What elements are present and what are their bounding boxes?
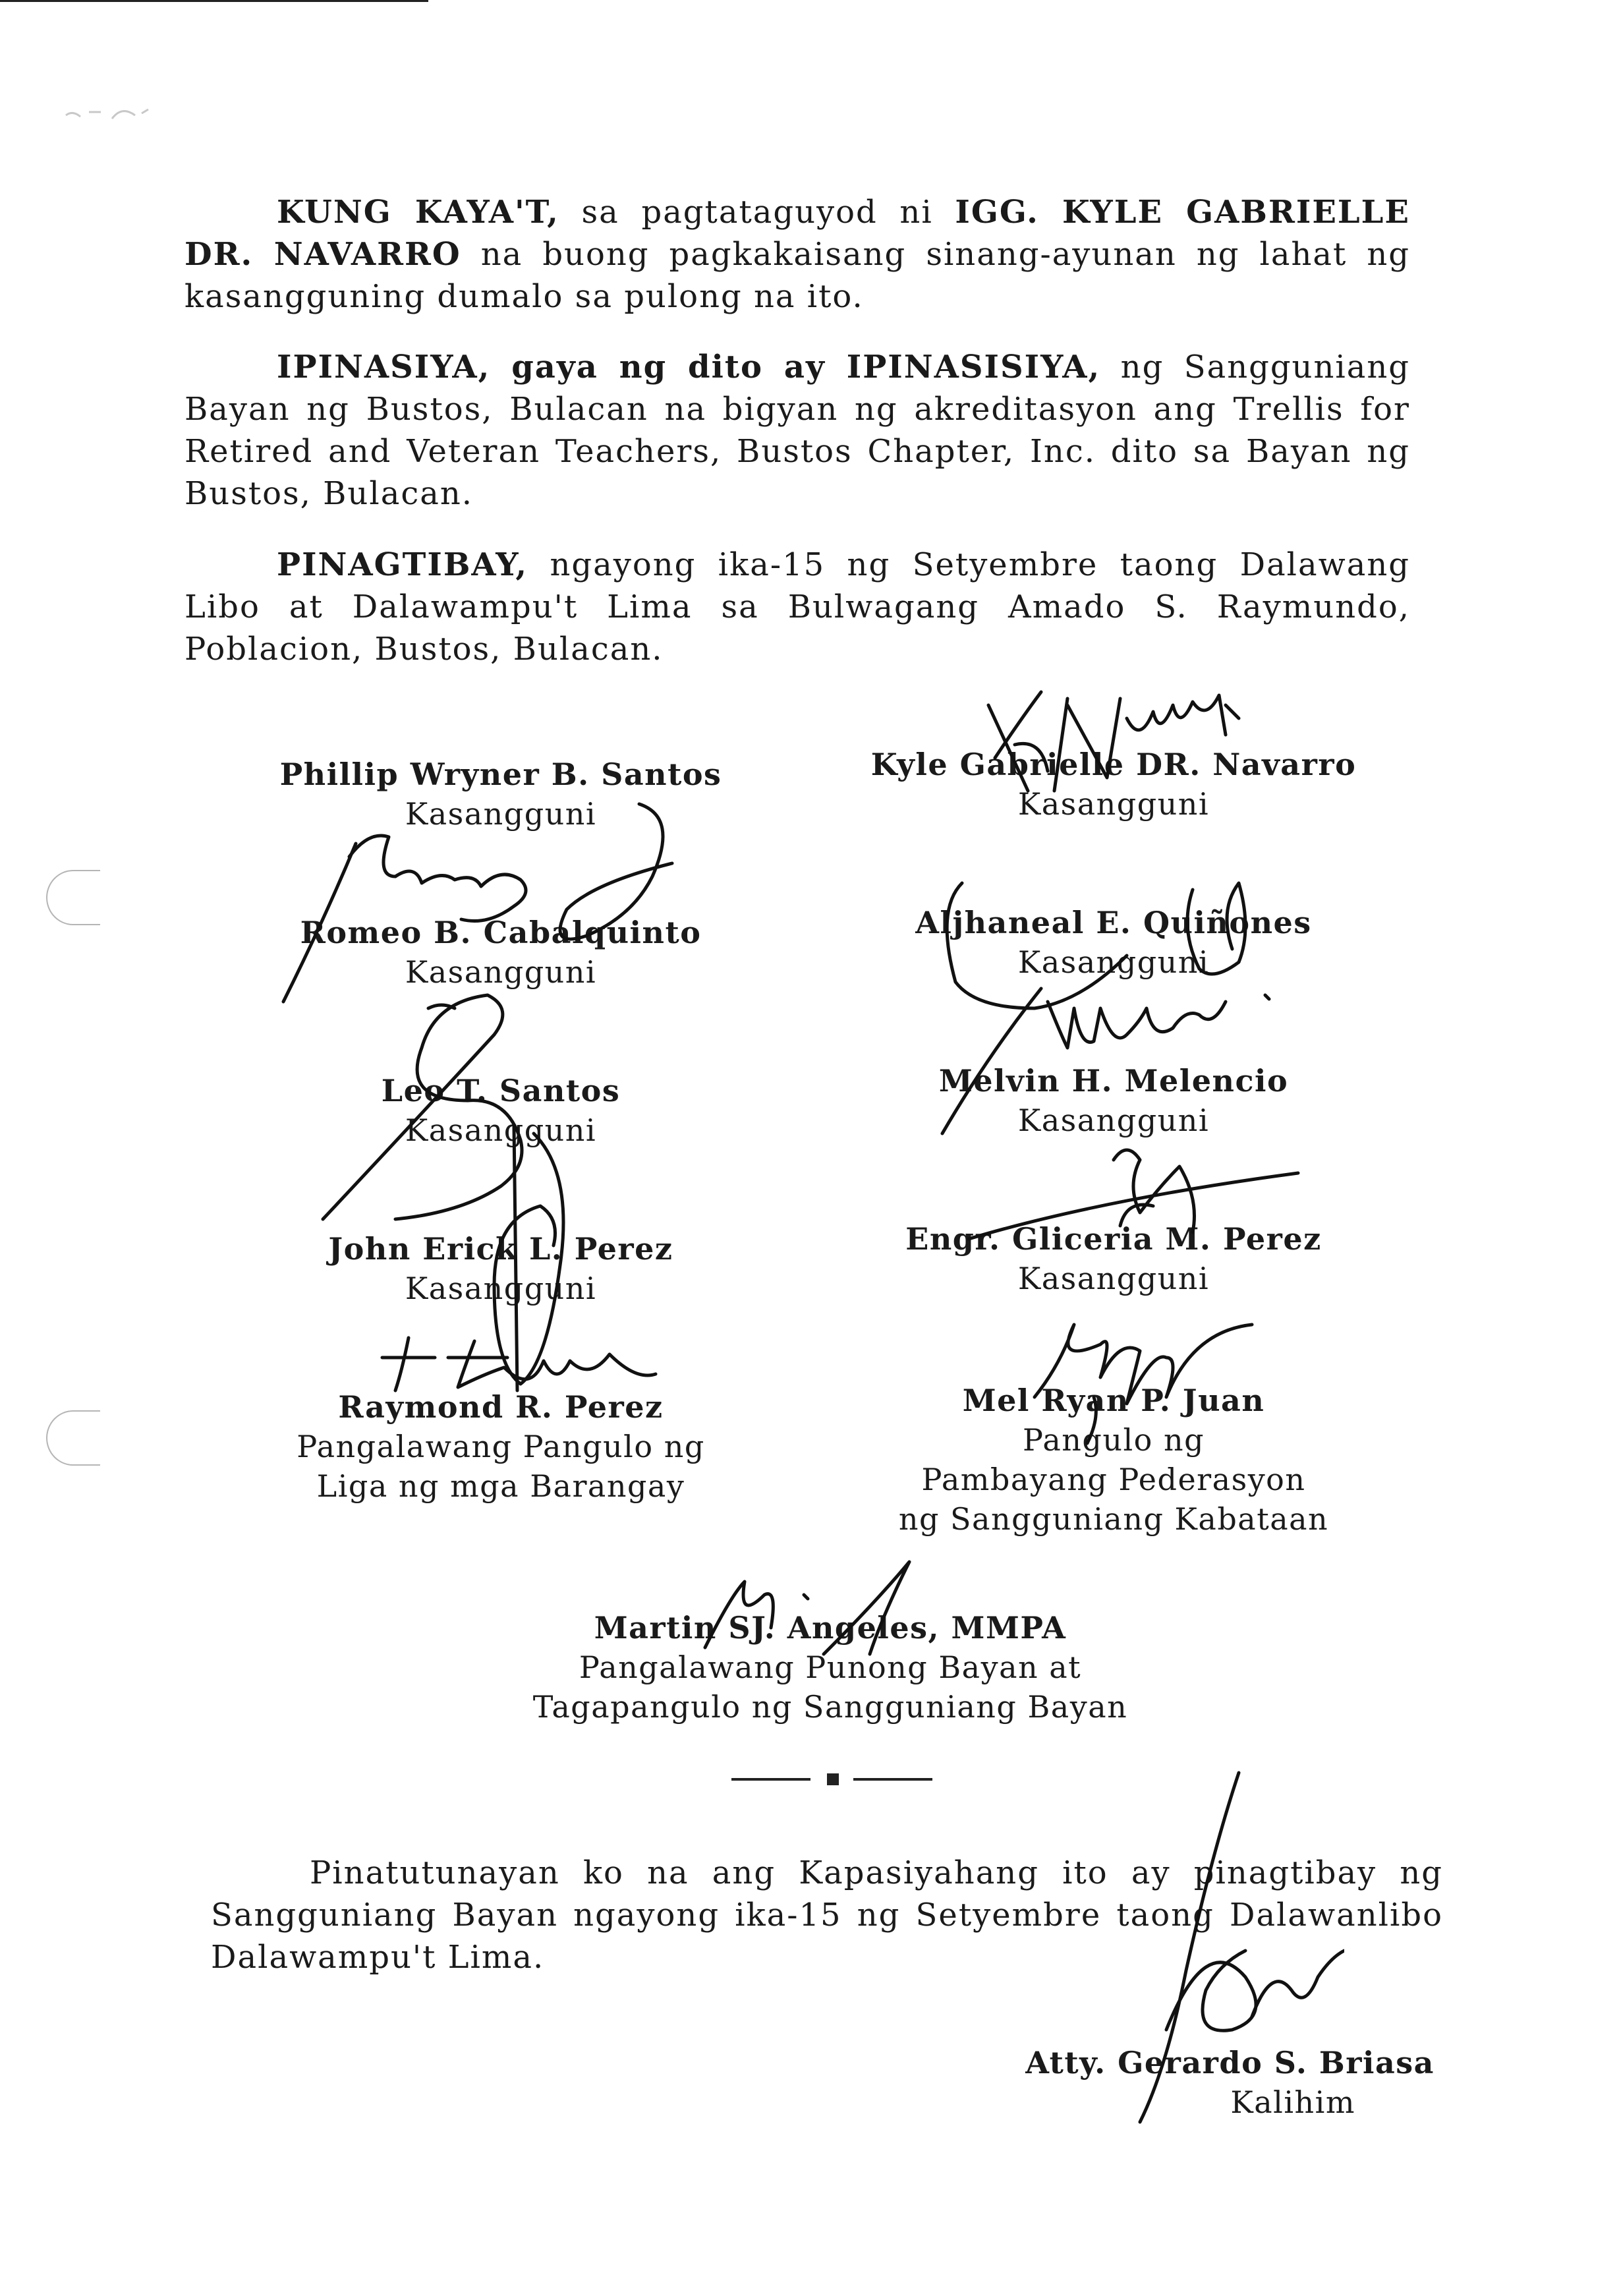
secretary-title: Kalihim (1230, 2084, 1355, 2120)
presiding-officer-title: Pangalawang Punong Bayan at (579, 1650, 1082, 1685)
presiding-officer-title: Tagapangulo ng Sangguniang Bayan (532, 1689, 1128, 1725)
signatory-title: Kasangguni (1017, 1261, 1210, 1296)
signatory-title: Kasangguni (1017, 786, 1210, 822)
signatory-name: John Erick L. Perez (328, 1231, 673, 1267)
signatory-block (843, 903, 1384, 982)
signatory-name: Kyle Gabrielle DR. Navarro (870, 747, 1357, 782)
secretary-name: Atty. Gerardo S. Briasa (1025, 2045, 1434, 2081)
para-lead: KUNG KAYA'T, (277, 194, 559, 231)
signatory-block (843, 745, 1384, 824)
signatory-title: Kasangguni (405, 1271, 597, 1306)
signatory-block (843, 1381, 1384, 1539)
signatory-name: Leo T. Santos (381, 1073, 621, 1108)
signatory-name: Romeo B. Cabalquinto (300, 915, 702, 950)
signatory-title: Pambayang Pederasyon (921, 1462, 1306, 1497)
sponsor-name: IGG. KYLE GABRIELLE DR. NAVARRO (185, 194, 1411, 273)
certification-paragraph (211, 1852, 1443, 1978)
binder-hole-mark (46, 1410, 100, 1466)
signatory-title: Pangalawang Pangulo ng (297, 1429, 705, 1464)
signatory-title: Kasangguni (1017, 1103, 1210, 1138)
signatory-block (257, 1229, 745, 1308)
signatory-title: Kasangguni (405, 954, 597, 990)
certification-text: Pinatutunayan ko na ang Kapasiyahang ito ay pinagtibay ng Sangguniang Bayan ngayong ika-15 ng Setyembre taong Dalawanlibo Dalawampu't Lima. (211, 1854, 1443, 1976)
signatory-name: Melvin H. Melencio (938, 1063, 1289, 1099)
signatory-name: Mel Ryan P. Juan (962, 1383, 1265, 1418)
signatory-title: Liga ng mga Barangay (316, 1468, 685, 1504)
signatory-block (257, 1387, 745, 1506)
signatory-name: Phillip Wryner B. Santos (279, 757, 722, 792)
presiding-officer-block (474, 1608, 1186, 1727)
signatory-name: Engr. Gliceria M. Perez (905, 1221, 1322, 1257)
scan-speck-mark (63, 99, 188, 125)
section-divider (731, 1769, 936, 1789)
para-lead: IPINASIYA, gaya ng dito ay IPINASISIYA, (277, 349, 1101, 386)
signatory-title: Pangulo ng (1022, 1422, 1205, 1458)
signatory-title: Kasangguni (405, 1112, 597, 1148)
signatory-block (843, 1219, 1384, 1298)
para-lead: PINAGTIBAY, (277, 546, 528, 583)
top-edge-line (0, 0, 428, 2)
signatory-title: Kasangguni (405, 796, 597, 832)
signatory-name: Aljhaneal E. Quiñones (915, 905, 1312, 940)
signatory-name: Raymond R. Perez (338, 1389, 664, 1425)
resolution-paragraph-3: PINAGTIBAY, ngayong ika-15 ng Setyembre taong Dalawang Libo at Dalawampu't Lima sa Bulwagang Amado S. Raymundo, Poblacion, Bustos, Bulacan. (185, 546, 1410, 668)
secretary-block (1025, 2043, 1434, 2122)
signatory-block (257, 913, 745, 992)
signatory-block (257, 755, 745, 834)
signatory-block (843, 1061, 1384, 1140)
presiding-officer-name: Martin SJ. Angeles, MMPA (594, 1610, 1067, 1646)
signatory-title: Kasangguni (1017, 944, 1210, 980)
resolution-paragraph-1: KUNG KAYA'T, sa pagtataguyod ni IGG. KYLE GABRIELLE DR. NAVARRO na buong pagkakaisang sinang-ayunan ng lahat ng kasangguning dumalo sa pulong na ito. (185, 194, 1411, 315)
resolution-paragraph-2: IPINASIYA, gaya ng dito ay IPINASISIYA, ng Sangguniang Bayan ng Bustos, Bulacan na bigyan ng akreditasyon ang Trellis for Retired and Veteran Teachers, Bustos Chapter, Inc. dito sa Bayan ng Bustos, Bulacan. (185, 349, 1410, 512)
signatory-title: ng Sangguniang Kabataan (898, 1501, 1329, 1537)
binder-hole-mark (46, 870, 100, 925)
signatory-block (257, 1071, 745, 1150)
